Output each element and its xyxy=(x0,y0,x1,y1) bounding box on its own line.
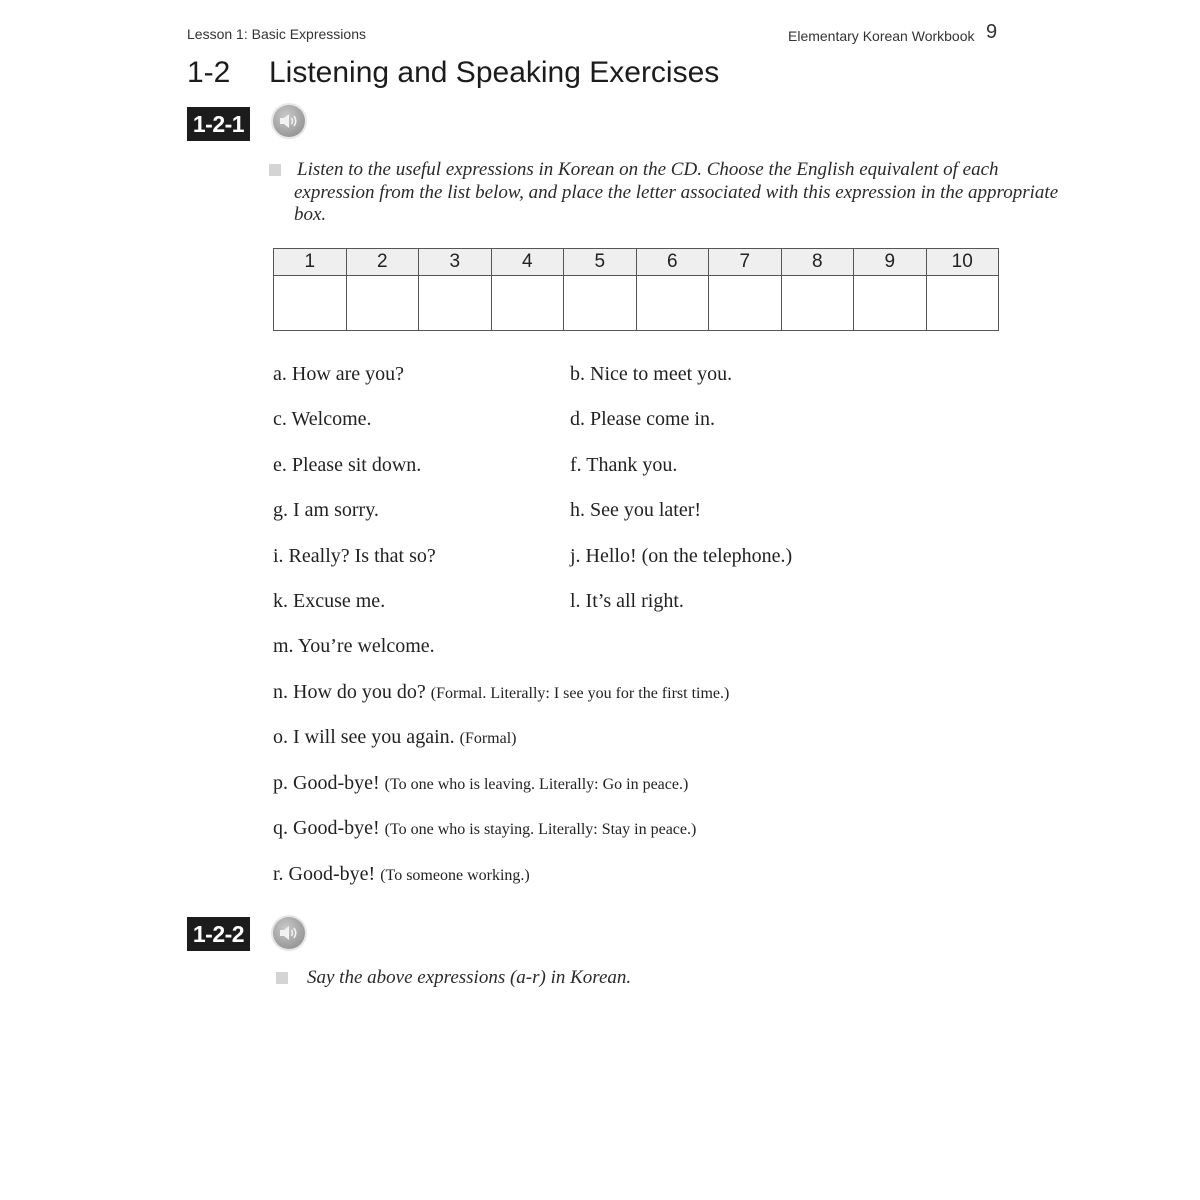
exercise-badge-1-2-1: 1-2-1 xyxy=(187,107,250,141)
choice-text: n. How do you do? xyxy=(273,681,426,703)
speaker-glyph-icon xyxy=(279,112,299,130)
answer-grid-header-row xyxy=(274,249,999,276)
choice-d: d. Please come in. xyxy=(570,408,715,430)
grid-header-2: 2 xyxy=(346,249,419,276)
answer-box-10[interactable] xyxy=(926,276,999,331)
answer-box-9[interactable] xyxy=(854,276,927,331)
grid-header-9: 9 xyxy=(854,249,927,276)
choice-note: (Formal. Literally: I see you for the first time.) xyxy=(430,685,730,702)
section-title: Listening and Speaking Exercises xyxy=(269,56,720,89)
choice-i: i. Really? Is that so? xyxy=(273,545,436,567)
grid-header-5: 5 xyxy=(564,249,637,276)
exercise-badge-1-2-2: 1-2-2 xyxy=(187,917,250,951)
choice-q xyxy=(273,817,696,840)
running-header-book-title: Elementary Korean Workbook xyxy=(788,28,975,44)
speaker-glyph-icon xyxy=(279,924,299,942)
choice-o xyxy=(273,726,517,749)
instruction-bullet-icon xyxy=(269,164,281,176)
page-number: 9 xyxy=(986,21,998,43)
answer-box-1[interactable] xyxy=(274,276,347,331)
answer-box-3[interactable] xyxy=(419,276,492,331)
speaker-icon[interactable] xyxy=(273,917,305,949)
answer-grid-answer-row xyxy=(274,276,999,331)
choice-note: (Formal) xyxy=(459,730,517,747)
choice-a: a. How are you? xyxy=(273,363,405,385)
choice-text: o. I will see you again. xyxy=(273,726,455,748)
choice-note: (To someone working.) xyxy=(380,867,530,884)
grid-header-10: 10 xyxy=(926,249,999,276)
choice-r xyxy=(273,863,530,886)
choice-c: c. Welcome. xyxy=(273,408,372,430)
choice-text: r. Good-bye! xyxy=(273,863,376,885)
choice-note: (To one who is staying. Literally: Stay in peace.) xyxy=(384,821,697,838)
running-header-lesson: Lesson 1: Basic Expressions xyxy=(187,26,366,42)
section-number: 1-2 xyxy=(187,56,231,89)
answer-box-6[interactable] xyxy=(636,276,709,331)
choice-e: e. Please sit down. xyxy=(273,454,422,476)
choice-l: l. It’s all right. xyxy=(570,590,684,612)
section-heading xyxy=(187,56,719,90)
answer-box-7[interactable] xyxy=(709,276,782,331)
grid-header-8: 8 xyxy=(781,249,854,276)
answer-box-2[interactable] xyxy=(346,276,419,331)
grid-header-4: 4 xyxy=(491,249,564,276)
choice-note: (To one who is leaving. Literally: Go in peace.) xyxy=(384,776,689,793)
answer-box-5[interactable] xyxy=(564,276,637,331)
grid-header-3: 3 xyxy=(419,249,492,276)
instruction-bullet-icon xyxy=(276,972,288,984)
choice-k: k. Excuse me. xyxy=(273,590,386,612)
grid-header-7: 7 xyxy=(709,249,782,276)
grid-header-6: 6 xyxy=(636,249,709,276)
choice-m: m. You’re welcome. xyxy=(273,635,435,657)
choice-n xyxy=(273,681,729,704)
instruction-1-2-1 xyxy=(294,159,1059,227)
instruction-line: Listen to the useful expressions in Korean on the CD. Choose the English equivalent of each xyxy=(297,159,999,180)
instruction-line: expression from the list below, and place the letter associated with this expression in the appropriate xyxy=(294,181,1059,203)
choice-text: q. Good-bye! xyxy=(273,817,380,839)
choice-g: g. I am sorry. xyxy=(273,499,379,521)
answer-grid xyxy=(273,248,999,331)
choice-text: p. Good-bye! xyxy=(273,772,380,794)
answer-box-8[interactable] xyxy=(781,276,854,331)
instruction-line: Say the above expressions (a-r) in Korean. xyxy=(307,967,632,988)
grid-header-1: 1 xyxy=(274,249,347,276)
choice-j: j. Hello! (on the telephone.) xyxy=(570,545,793,567)
answer-box-4[interactable] xyxy=(491,276,564,331)
speaker-icon[interactable] xyxy=(273,105,305,137)
choice-b: b. Nice to meet you. xyxy=(570,363,733,385)
instruction-1-2-2 xyxy=(307,967,631,990)
instruction-line: box. xyxy=(294,204,327,225)
choice-f: f. Thank you. xyxy=(570,454,678,476)
choice-p xyxy=(273,772,688,795)
choice-h: h. See you later! xyxy=(570,499,702,521)
